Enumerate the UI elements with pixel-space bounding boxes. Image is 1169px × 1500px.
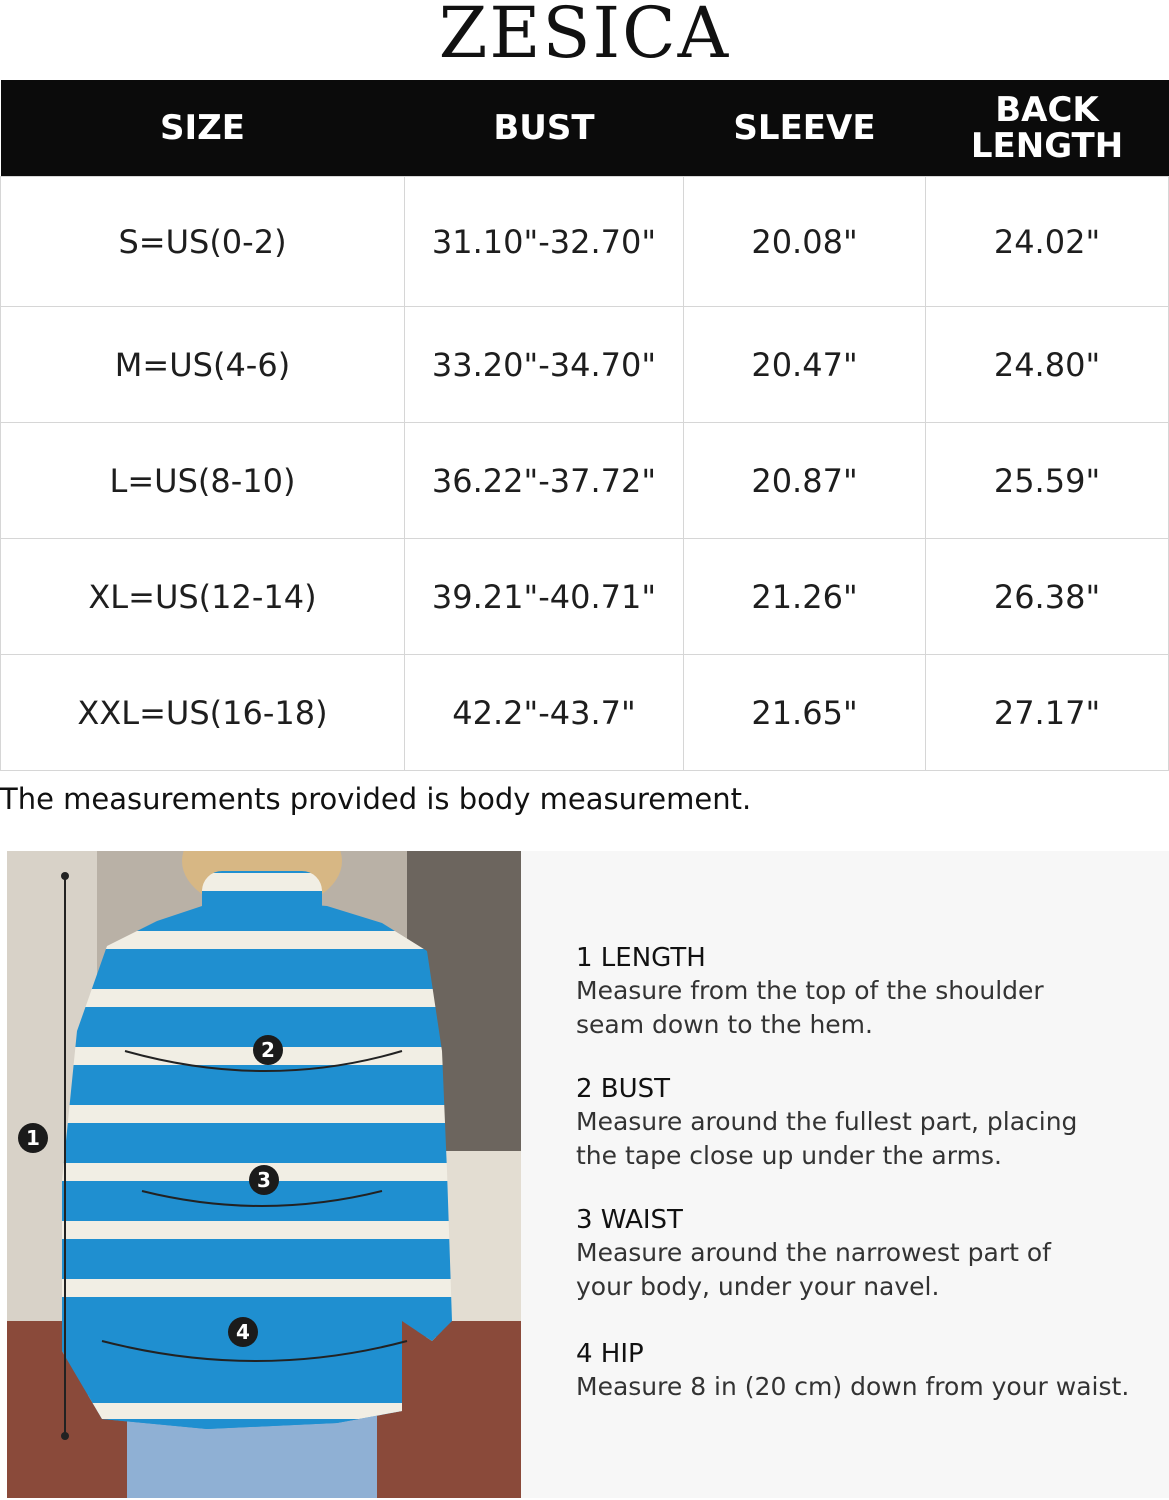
marker-2 bbox=[253, 1035, 283, 1065]
cell-sleeve: 20.87" bbox=[684, 423, 926, 539]
model-photo bbox=[7, 851, 521, 1498]
cell-bust: 36.22"-37.72" bbox=[405, 423, 684, 539]
header-bust: BUST bbox=[405, 80, 684, 177]
guide-description: Measure around the fullest part, placing bbox=[576, 1107, 1078, 1136]
marker-3-label: 3 bbox=[257, 1168, 271, 1192]
marker-4-label: 4 bbox=[236, 1320, 250, 1344]
table-row bbox=[1, 177, 1169, 307]
header-size: SIZE bbox=[1, 80, 405, 177]
cell-back-length: 26.38" bbox=[926, 539, 1169, 655]
table-row bbox=[1, 423, 1169, 539]
guide-length bbox=[576, 942, 1156, 1042]
cell-bust: 39.21"-40.71" bbox=[405, 539, 684, 655]
table-row bbox=[1, 539, 1169, 655]
cell-sleeve: 21.26" bbox=[684, 539, 926, 655]
guide-waist bbox=[576, 1204, 1156, 1304]
cell-bust: 33.20"-34.70" bbox=[405, 307, 684, 423]
cell-size: S=US(0-2) bbox=[1, 177, 405, 307]
cell-size: L=US(8-10) bbox=[1, 423, 405, 539]
guide-description: the tape close up under the arms. bbox=[576, 1141, 1002, 1170]
guide-description: Measure around the narrowest part of bbox=[576, 1238, 1051, 1267]
guide-title: 1 LENGTH bbox=[576, 943, 706, 973]
cell-back-length: 27.17" bbox=[926, 655, 1169, 771]
marker-3 bbox=[249, 1165, 279, 1195]
cell-back-length: 24.80" bbox=[926, 307, 1169, 423]
header-back-length: BACK LENGTH bbox=[926, 80, 1169, 177]
size-chart-table bbox=[0, 80, 1169, 771]
table-row bbox=[1, 307, 1169, 423]
cell-size: XL=US(12-14) bbox=[1, 539, 405, 655]
guide-bust bbox=[576, 1073, 1156, 1173]
marker-1 bbox=[18, 1123, 48, 1153]
cell-size: XXL=US(16-18) bbox=[1, 655, 405, 771]
marker-4 bbox=[228, 1317, 258, 1347]
table-row bbox=[1, 655, 1169, 771]
guide-description: Measure 8 in (20 cm) down from your waist. bbox=[576, 1372, 1130, 1401]
cell-bust: 42.2"-43.7" bbox=[405, 655, 684, 771]
guide-hip bbox=[576, 1338, 1156, 1404]
cell-sleeve: 20.08" bbox=[684, 177, 926, 307]
measurement-note: The measurements provided is body measurement. bbox=[0, 782, 752, 816]
cell-sleeve: 21.65" bbox=[684, 655, 926, 771]
cell-back-length: 24.02" bbox=[926, 177, 1169, 307]
guide-description: seam down to the hem. bbox=[576, 1010, 873, 1039]
cell-bust: 31.10"-32.70" bbox=[405, 177, 684, 307]
cell-back-length: 25.59" bbox=[926, 423, 1169, 539]
table-header-row bbox=[1, 80, 1169, 177]
guide-title: 3 WAIST bbox=[576, 1205, 683, 1235]
guide-title: 4 HIP bbox=[576, 1339, 644, 1369]
brand-logo: ZESICA bbox=[438, 0, 731, 74]
cell-sleeve: 20.47" bbox=[684, 307, 926, 423]
cell-size: M=US(4-6) bbox=[1, 307, 405, 423]
marker-2-label: 2 bbox=[261, 1038, 275, 1062]
guide-description: your body, under your navel. bbox=[576, 1272, 940, 1301]
guide-title: 2 BUST bbox=[576, 1074, 671, 1104]
sweater-illustration bbox=[7, 851, 521, 1498]
guide-description: Measure from the top of the shoulder bbox=[576, 976, 1044, 1005]
marker-1-label: 1 bbox=[26, 1126, 40, 1150]
header-sleeve: SLEEVE bbox=[684, 80, 926, 177]
